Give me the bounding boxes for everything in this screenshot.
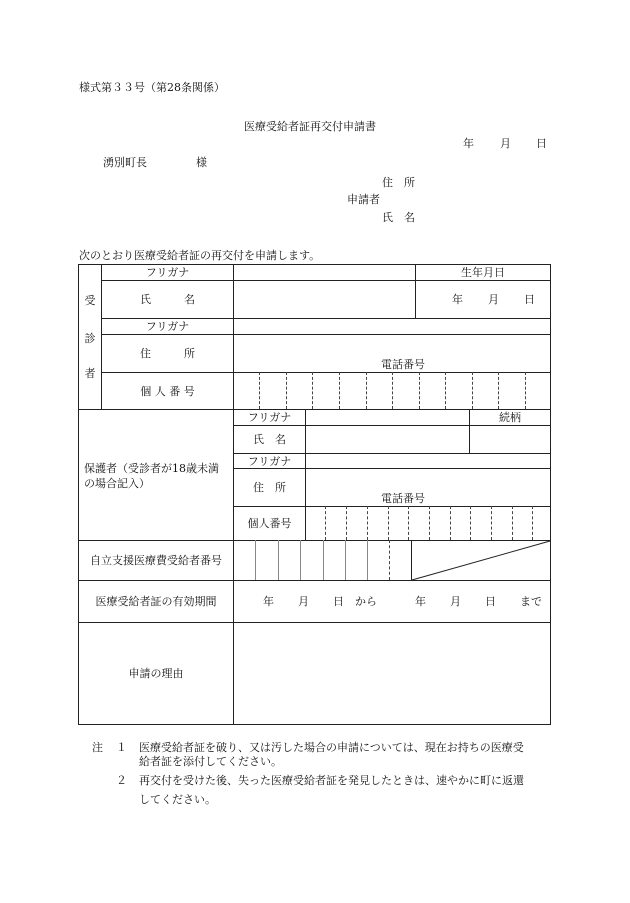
addressee-name: 湧別町長: [103, 156, 147, 169]
notes-prefix: 注: [92, 741, 103, 754]
intro-text: 次のとおり医療受給者証の再交付を申請します。: [79, 249, 321, 262]
patient-side-label-2: 診: [84, 331, 96, 345]
date-year-label: 年: [463, 137, 474, 150]
guardian-label-line2: の場合記入）: [84, 477, 150, 490]
patient-side-label-1: 受: [84, 293, 96, 307]
validity-from-month-label: 月: [298, 595, 309, 608]
applicant-label: 申請者: [347, 193, 380, 206]
validity-to-month-label: 月: [450, 595, 461, 608]
page-title: 医療受給者証再交付申請書: [244, 120, 376, 133]
guardian-relation-label: 続柄: [499, 411, 521, 424]
support-number-diagonal-strike: [411, 540, 551, 581]
patient-furigana2-label: フリガナ: [145, 320, 190, 333]
note-1-line2: 給者証を添付してください。: [139, 755, 282, 768]
guardian-furigana2-label: フリガナ: [247, 454, 292, 468]
validity-from-label: から: [355, 595, 377, 608]
form-number: 様式第３３号（第28条関係）: [79, 81, 225, 94]
note-2-line2: してください。: [139, 793, 216, 806]
guardian-label-line1: 保護者（受診者が18歳未満: [84, 462, 219, 475]
patient-name-label: 氏 名: [140, 293, 195, 306]
addressee-honorific: 様: [196, 156, 207, 169]
patient-birth-month-label: 月: [488, 293, 499, 306]
date-month-label: 月: [500, 137, 511, 150]
note-1-number: １: [116, 741, 127, 754]
validity-to-label: まで: [520, 595, 542, 608]
validity-from-year-label: 年: [263, 595, 274, 608]
guardian-furigana-label: フリガナ: [247, 411, 292, 424]
patient-side-label-3: 者: [84, 366, 96, 380]
reason-label: 申請の理由: [128, 667, 184, 680]
validity-label: 医療受給者証の有効期間: [95, 595, 217, 608]
note-2-number: ２: [116, 774, 127, 787]
patient-my-number-label: 個 人 番 号: [140, 384, 195, 398]
validity-to-day-label: 日: [485, 595, 496, 608]
applicant-address-label: 住 所: [382, 176, 415, 189]
validity-to-year-label: 年: [415, 595, 426, 608]
patient-furigana-label: フリガナ: [145, 266, 190, 279]
validity-from-day-label: 日: [333, 595, 344, 608]
patient-address-label: 住 所: [140, 347, 195, 360]
note-1-line1: 医療受給者証を破り、又は汚した場合の申請については、現在お持ちの医療受: [139, 741, 524, 754]
guardian-name-label: 氏 名: [253, 433, 286, 446]
note-2-line1: 再交付を受けた後、失った医療受給者証を発見したときは、速やかに町に返還: [139, 774, 524, 787]
patient-phone-label: 電話番号: [381, 358, 425, 371]
guardian-address-label: 住 所: [253, 481, 286, 494]
applicant-name-label: 氏 名: [382, 211, 415, 224]
patient-birth-day-label: 日: [524, 293, 535, 306]
guardian-phone-label: 電話番号: [381, 492, 425, 505]
date-day-label: 日: [536, 137, 547, 150]
patient-birth-year-label: 年: [452, 293, 463, 306]
guardian-my-number-label: 個人番号: [247, 517, 292, 530]
support-number-label: 自立支援医療費受給者番号: [90, 554, 222, 567]
patient-birth-label: 生年月日: [461, 266, 505, 279]
